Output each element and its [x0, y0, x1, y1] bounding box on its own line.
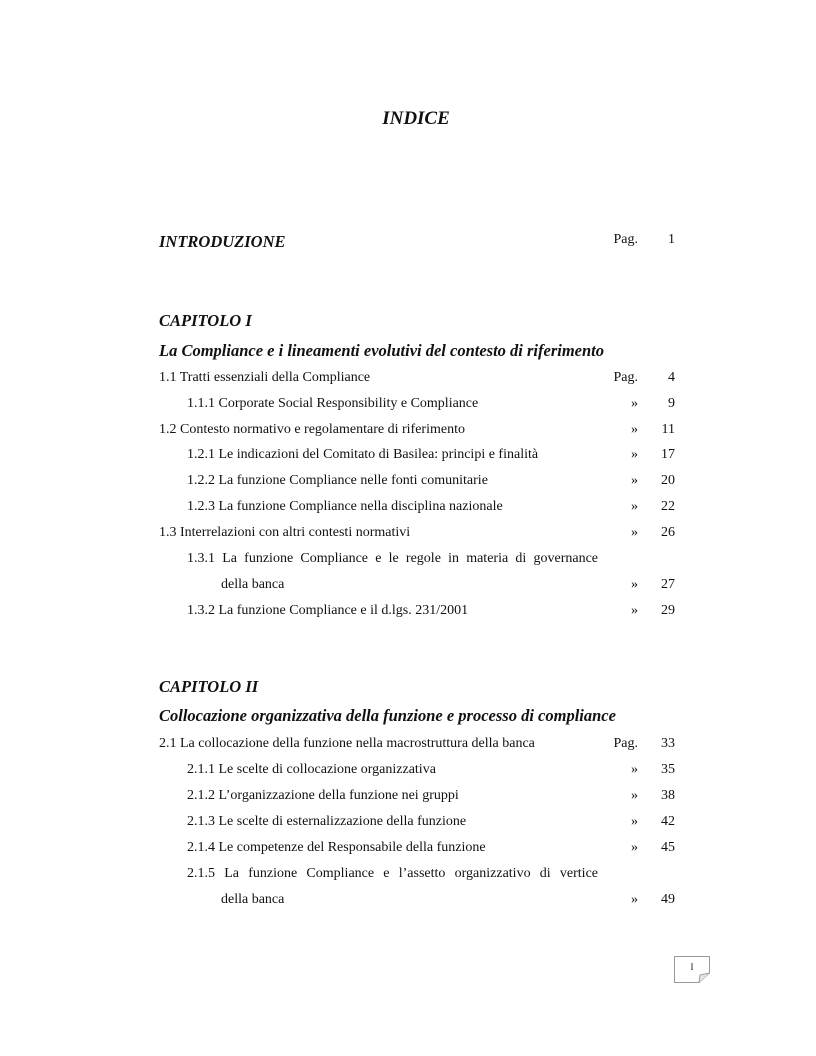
- toc-page-number: 42: [661, 814, 675, 829]
- toc-page-number: 22: [661, 499, 675, 514]
- toc-page-number: 27: [661, 577, 675, 592]
- toc-page-number: 17: [661, 447, 675, 462]
- toc-pag-marker: »: [631, 762, 638, 777]
- toc-pag-marker: »: [631, 603, 638, 618]
- toc-pag-marker: Pag.: [613, 736, 638, 751]
- toc-label-continuation: della banca: [221, 577, 285, 592]
- toc-entry[interactable]: [0, 814, 816, 836]
- chapter-heading-text: CAPITOLO I: [159, 311, 252, 330]
- toc-label: 2.1.4 Le competenze del Responsabile della funzione: [187, 840, 486, 855]
- toc-entry[interactable]: [0, 551, 816, 573]
- toc-pag-marker: »: [631, 396, 638, 411]
- toc-entry[interactable]: [0, 525, 816, 547]
- page-title: INDICE: [382, 108, 450, 129]
- toc-pag-marker: »: [631, 473, 638, 488]
- toc-pag-marker: Pag.: [613, 370, 638, 385]
- toc-page-number: 35: [661, 762, 675, 777]
- toc-pag-marker: »: [631, 525, 638, 540]
- page-number: I: [690, 962, 694, 972]
- toc-label: 1.3.1 La funzione Compliance e le regole in materia di governance: [187, 551, 598, 566]
- toc-entry[interactable]: [0, 499, 816, 521]
- toc-entry[interactable]: [0, 788, 816, 810]
- toc-pag-marker: »: [631, 577, 638, 592]
- toc-pag-marker: »: [631, 814, 638, 829]
- toc-entry[interactable]: [0, 866, 816, 888]
- toc-page-number: 33: [661, 736, 675, 751]
- toc-pag-marker: »: [631, 840, 638, 855]
- toc-label: 1.1.1 Corporate Social Responsibility e Compliance: [187, 396, 479, 411]
- toc-label: 1.2 Contesto normativo e regolamentare di riferimento: [159, 422, 465, 437]
- toc-label: 2.1.3 Le scelte di esternalizzazione della funzione: [187, 814, 467, 829]
- toc-entry[interactable]: [0, 603, 816, 625]
- toc-entry-continuation[interactable]: [0, 892, 816, 914]
- toc-pag-marker: Pag.: [613, 232, 638, 247]
- toc-page-number: 45: [661, 840, 675, 855]
- toc-entry-continuation[interactable]: [0, 577, 816, 599]
- chapter-heading: [0, 311, 816, 333]
- toc-page-number: 9: [668, 396, 675, 411]
- toc-pag-marker: »: [631, 422, 638, 437]
- chapter-subtitle: [0, 706, 816, 728]
- toc-entry-introduzione[interactable]: [0, 232, 816, 254]
- toc-page-number: 11: [661, 422, 675, 437]
- toc-pag-marker: »: [631, 499, 638, 514]
- toc-pag-marker: »: [631, 447, 638, 462]
- toc-entry[interactable]: [0, 370, 816, 392]
- toc-page-number: 26: [661, 525, 675, 540]
- toc-page-number: 38: [661, 788, 675, 803]
- toc-label: 1.2.1 Le indicazioni del Comitato di Basilea: principi e finalità: [187, 447, 539, 462]
- toc-entry[interactable]: [0, 762, 816, 784]
- toc-page-number: 49: [661, 892, 675, 907]
- toc-pag-marker: »: [631, 892, 638, 907]
- chapter-subtitle-text: Collocazione organizzativa della funzione e processo di compliance: [159, 706, 616, 725]
- toc-label-continuation: della banca: [221, 892, 285, 907]
- toc-entry[interactable]: [0, 736, 816, 758]
- chapter-subtitle-text: La Compliance e i lineamenti evolutivi del contesto di riferimento: [159, 341, 605, 360]
- toc-label: 1.3.2 La funzione Compliance e il d.lgs. 231/2001: [187, 603, 469, 618]
- toc-page-number: 1: [668, 232, 675, 247]
- toc-label: 2.1 La collocazione della funzione nella macrostruttura della banca: [159, 736, 535, 751]
- toc-label: INTRODUZIONE: [159, 232, 286, 251]
- toc-entry[interactable]: [0, 840, 816, 862]
- toc-label: 2.1.2 L’organizzazione della funzione nei gruppi: [187, 788, 459, 803]
- toc-entry[interactable]: [0, 473, 816, 495]
- toc-label: 2.1.1 Le scelte di collocazione organizzativa: [187, 762, 436, 777]
- toc-label: 1.2.3 La funzione Compliance nella disciplina nazionale: [187, 499, 503, 514]
- toc-entry[interactable]: [0, 447, 816, 469]
- toc-pag-marker: »: [631, 788, 638, 803]
- toc-label: 1.3 Interrelazioni con altri contesti normativi: [159, 525, 411, 540]
- chapter-heading: [0, 677, 816, 699]
- toc-page-number: 4: [668, 370, 675, 385]
- toc-label: 2.1.5 La funzione Compliance e l’assetto organizzativo di vertice: [187, 866, 598, 881]
- toc-page-number: 29: [661, 603, 675, 618]
- toc-page-number: 20: [661, 473, 675, 488]
- page-number-box: [674, 956, 710, 983]
- toc-label: 1.1 Tratti essenziali della Compliance: [159, 370, 371, 385]
- toc-label: 1.2.2 La funzione Compliance nelle fonti comunitarie: [187, 473, 488, 488]
- chapter-heading-text: CAPITOLO II: [159, 677, 259, 696]
- chapter-subtitle: [0, 341, 816, 363]
- toc-entry[interactable]: [0, 396, 816, 418]
- toc-entry[interactable]: [0, 422, 816, 444]
